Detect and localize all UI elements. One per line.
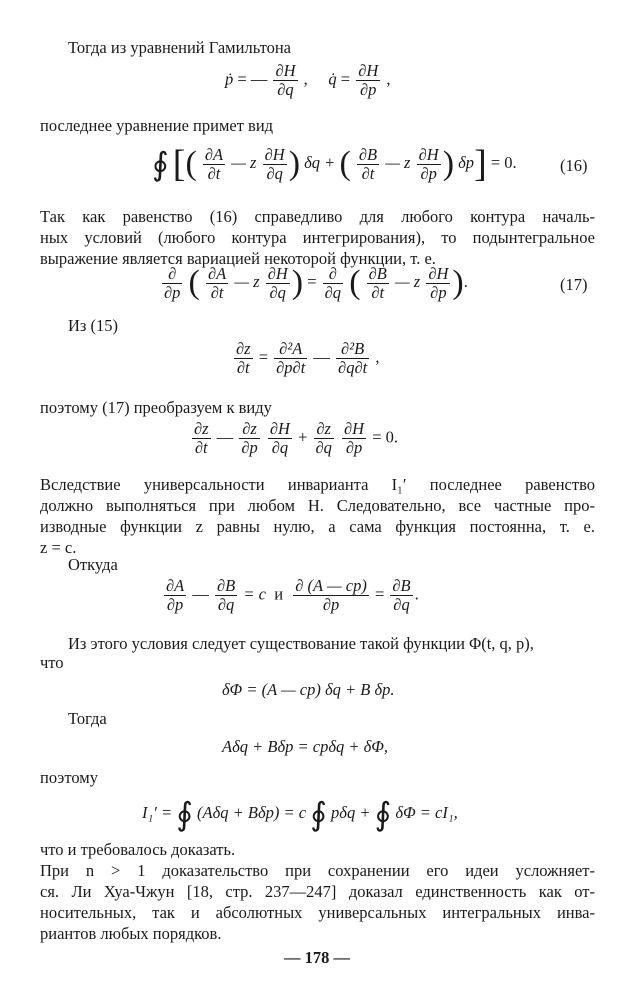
equation-16 (152, 142, 517, 186)
eq-symbol: . (414, 584, 419, 604)
contour-integral-icon: ∮ (310, 796, 327, 832)
fraction: $\frac{\partial}{\partial q}$ (324, 263, 342, 302)
contour-integral-icon: ∮ (374, 796, 392, 832)
equation-dphi: δΦ = (A — cp) δq + B δp. (222, 680, 395, 699)
eq-symbol: (Aδq + Bδp) = c (197, 802, 307, 822)
text-line: что и требовалось доказать. (40, 840, 236, 859)
text-line: носительных, так и абсолютных универсальных интегральных инва- (40, 903, 595, 922)
paren: ) (442, 145, 455, 182)
eq-symbol: δq + (304, 152, 336, 172)
fraction: $\frac{\partial (A — cp)}{\partial p}$ (295, 576, 367, 614)
text-line: Из (15) (68, 316, 119, 335)
eq-symbol: — z (385, 152, 411, 172)
text-line: Тогда (68, 709, 107, 728)
fraction: $\frac{\partial}{\partial p}$ (164, 263, 181, 302)
eq-symbol: = c (243, 584, 266, 604)
text-line: ся. Ли Хуа-Чжун [18, стр. 237—247] доказал единственность как от- (40, 882, 595, 901)
fraction: $\frac{\partial B}{\partial q}$ (216, 576, 236, 614)
page-number: — 178 — (284, 948, 350, 967)
equation-15 (232, 340, 379, 377)
eq-symbol: q̇ (328, 69, 337, 89)
eq-symbol: , (386, 69, 391, 89)
bracket: [ (172, 143, 186, 185)
eq-symbol: — (313, 347, 330, 367)
contour-integral-icon: ∮ (152, 146, 169, 182)
text-line: Вследствие универсальности инварианта I₁′ последнее равенство (40, 475, 595, 494)
fraction: $\frac{\partial z}{\partial t}$ (236, 339, 251, 377)
fraction: $\frac{\partial H}{\partial q}$ (275, 61, 296, 99)
eq-symbol: = 0. (372, 427, 399, 447)
eq-symbol: δΦ = cI₁, (395, 802, 458, 822)
fraction: $\frac{\text{∂²B}}{\partial q\partial t}$ (338, 339, 368, 377)
fraction: $\frac{\partial H}{\partial q}$ (269, 419, 290, 457)
paren: ) (291, 264, 304, 301)
fraction: $\frac{\partial H}{\partial q}$ (267, 263, 288, 302)
eq-symbol: — z (234, 271, 260, 291)
equation-adq: Aδq + Bδp = cpδq + δΦ, (222, 737, 388, 756)
eq-symbol: ṗ (225, 69, 234, 89)
text-line: Так как равенство (16) справедливо для любого контура началь- (40, 207, 595, 226)
eq-symbol: — (216, 427, 234, 447)
fraction: $\frac{\partial H}{\partial p}$ (344, 419, 365, 457)
bracket: ] (474, 143, 487, 185)
eq-symbol: δp (458, 152, 475, 172)
fraction: $\frac{\partial H}{\partial p}$ (428, 263, 449, 302)
paren: ( (188, 264, 200, 301)
fraction: $\frac{\text{∂²A}}{\partial p\partial t}$ (276, 339, 306, 377)
equation-z (190, 420, 398, 457)
equation-hamilton (225, 62, 391, 99)
equation-final (142, 795, 458, 833)
fraction: $\frac{\partial z}{\partial q}$ (315, 419, 332, 457)
fraction: $\frac{\partial B}{\partial t}$ (368, 263, 387, 302)
equation-c (162, 577, 419, 614)
fraction: $\frac{\partial H}{\partial q}$ (264, 144, 285, 183)
eq-symbol: , (303, 69, 308, 89)
text-line: При n > 1 доказательство при сохранении его идеи усложняет- (40, 861, 595, 880)
eq-symbol: — (192, 584, 209, 604)
text-line: последнее уравнение примет вид (40, 116, 274, 135)
fraction: $\frac{\partial H}{\partial p}$ (418, 144, 439, 183)
eq-symbol: , (375, 347, 380, 367)
fraction: $\frac{\partial A}{\partial p}$ (166, 576, 185, 614)
fraction: $\frac{\partial A}{\partial t}$ (207, 263, 227, 302)
paren: ) (452, 264, 464, 301)
text-line: Откуда (68, 555, 118, 574)
paren: ( (185, 145, 197, 182)
eq-symbol: = (237, 69, 247, 89)
text-line: поэтому (17) преобразуем к виду (40, 398, 272, 417)
text-line: что (40, 653, 64, 672)
eq-symbol: + (298, 427, 308, 447)
text-line: ных условий (любого контура интегрирования), то подынтегральное (40, 228, 595, 247)
equation-number: (16) (560, 156, 588, 175)
eq-symbol: = (374, 584, 385, 604)
eq-symbol: — (250, 69, 268, 89)
eq-symbol: — z (231, 152, 257, 172)
text-line: выражение является вариацией некоторой функции, т. е. (40, 249, 436, 268)
eq-symbol: I₁′ = (142, 802, 173, 822)
paren: ( (349, 264, 361, 301)
fraction: $\frac{\partial B}{\partial q}$ (392, 576, 411, 614)
fraction: $\frac{\partial H}{\partial p}$ (358, 61, 379, 99)
eq-symbol: pδq + (331, 802, 371, 822)
text-line: должно выполняться при любом H. Следовательно, все частные про- (40, 496, 595, 515)
eq-symbol: = 0. (490, 152, 517, 172)
text-line: Из этого условия следует существование такой функции Φ(t, q, p), (68, 634, 534, 653)
text-line: Тогда из уравнений Гамильтона (68, 38, 291, 57)
eq-symbol: = (258, 347, 269, 367)
eq-symbol: = (307, 271, 317, 291)
equation-17 (160, 264, 468, 302)
contour-integral-icon: ∮ (176, 796, 193, 832)
text-line: z = c. (40, 538, 77, 557)
paren: ) (288, 145, 301, 182)
eq-symbol: . (463, 271, 468, 291)
eq-symbol: = (340, 69, 351, 89)
text-line: поэтому (40, 768, 98, 787)
fraction: $\frac{\partial z}{\partial t}$ (194, 419, 209, 457)
equation-number: (17) (560, 275, 588, 294)
eq-symbol: — z (395, 271, 421, 291)
fraction: $\frac{\partial B}{\partial t}$ (358, 144, 378, 183)
paren: ( (339, 145, 351, 182)
text-line: изводные функции z равны нулю, а сама функция постоянна, т. е. (40, 517, 595, 536)
text-line: риантов любых порядков. (40, 924, 222, 943)
fraction: $\frac{\partial z}{\partial p}$ (241, 419, 258, 457)
fraction: $\frac{\partial A}{\partial t}$ (204, 144, 224, 183)
eq-symbol: и (274, 584, 284, 604)
